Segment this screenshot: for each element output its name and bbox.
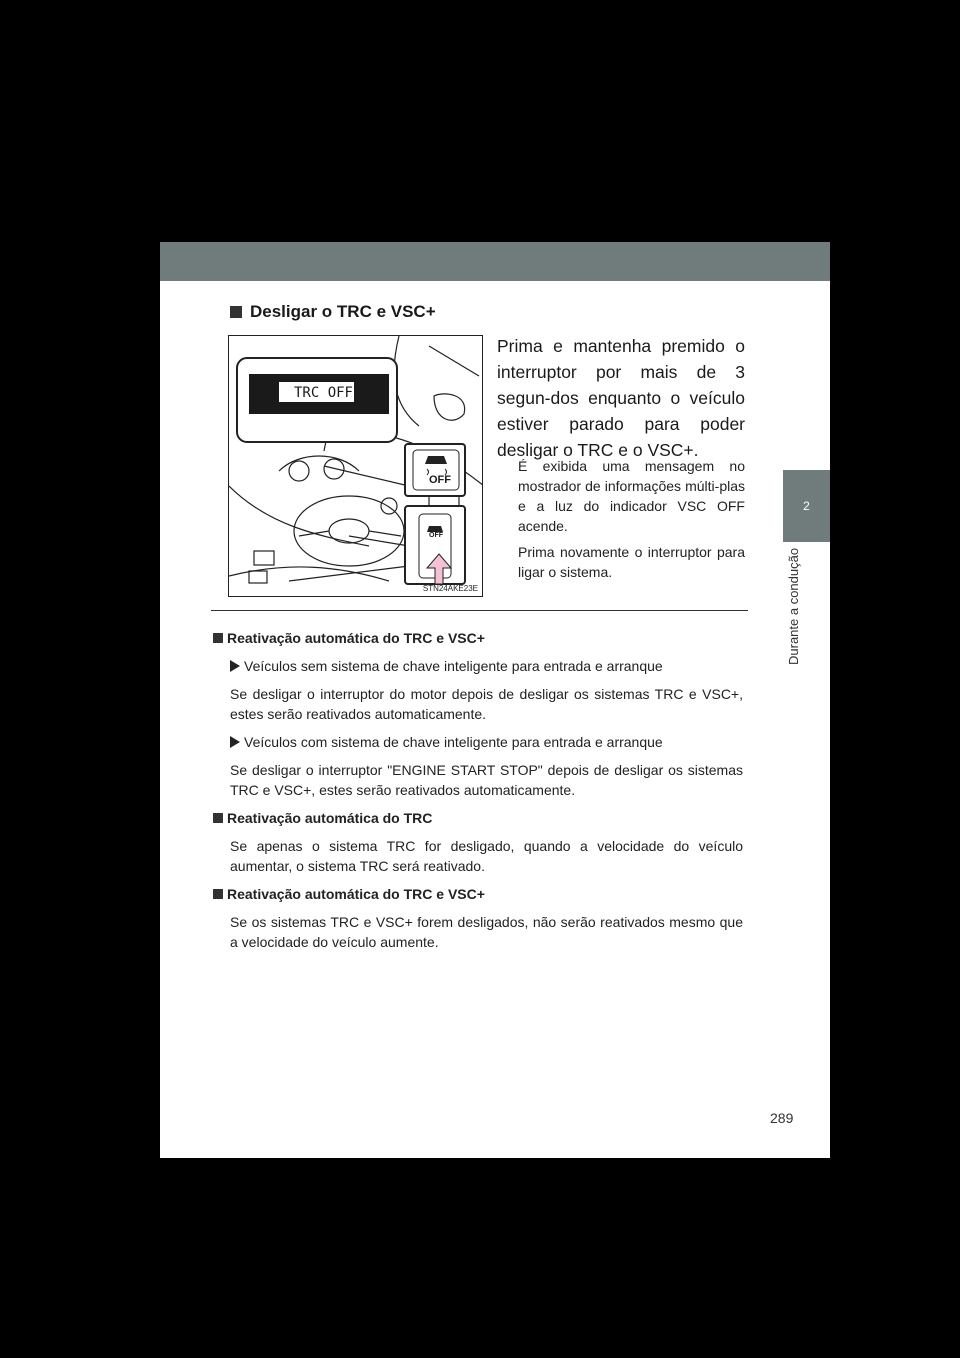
trc-off-display-text: TRC OFF: [293, 385, 353, 401]
note-title: [213, 808, 743, 828]
header-bar: [160, 242, 830, 281]
triangle-bullet-icon: [230, 660, 240, 672]
triangle-bullet-icon: [230, 736, 240, 748]
off-button-label: OFF: [429, 474, 451, 486]
note-paragraph: Se os sistemas TRC e VSC+ forem desligados, não serão reativados mesmo que a velocidade do veículo aumente.: [230, 914, 743, 950]
chapter-number: 2: [803, 499, 810, 513]
section-heading-text: Desligar o TRC e VSC+: [250, 302, 436, 321]
square-bullet-icon: [213, 633, 223, 643]
bullet-item: [213, 732, 743, 752]
chapter-tab[interactable]: [783, 470, 830, 542]
notes-section: [213, 628, 743, 960]
section-divider: [211, 610, 748, 611]
square-bullet-icon: [213, 889, 223, 899]
square-bullet-icon: [230, 306, 242, 318]
chapter-label: Durante a condução: [786, 548, 801, 666]
note-title-text: Reativação automática do TRC e VSC+: [227, 886, 485, 902]
bullet-item: [213, 656, 743, 676]
square-bullet-icon: [213, 813, 223, 823]
bullet-text: Veículos com sistema de chave inteligente para entrada e arranque: [244, 734, 663, 750]
note-paragraph: Se desligar o interruptor do motor depois de desligar os sistemas TRC e VSC+, estes serão reativados automaticamente.: [230, 686, 743, 722]
note-paragraph: Se apenas o sistema TRC for desligado, quando a velocidade do veículo aumentar, o sistema TRC será reativado.: [230, 838, 743, 874]
dashboard-illustration: [228, 335, 483, 597]
bullet-text: Veículos sem sistema de chave inteligente para entrada e arranque: [244, 658, 663, 674]
instruction-note-2: Prima novamente o interruptor para ligar o sistema.: [518, 544, 745, 580]
page-number: 289: [770, 1110, 794, 1126]
main-instruction: Prima e mantenha premido o interruptor por mais de 3 segun-dos enquanto o veículo estiver parado para poder desligar o TRC e o VSC+.: [497, 336, 745, 460]
note-title-text: Reativação automática do TRC: [227, 810, 433, 826]
instruction-note-1: É exibida uma mensagem no mostrador de informações múlti-plas e a luz do indicador VSC OFF acende.: [518, 458, 745, 534]
small-off-button-label: OFF: [429, 532, 443, 539]
note-title-text: Reativação automática do TRC e VSC+: [227, 630, 485, 646]
section-heading: [230, 302, 436, 322]
note-title: [213, 628, 743, 648]
figure-code: STN24AKE23E: [422, 584, 478, 593]
note-title: [213, 884, 743, 904]
note-paragraph: Se desligar o interruptor "ENGINE START STOP" depois de desligar os sistemas TRC e VSC+, estes serão reativados automaticamente.: [230, 762, 743, 798]
dashboard-drawing: [229, 336, 483, 597]
